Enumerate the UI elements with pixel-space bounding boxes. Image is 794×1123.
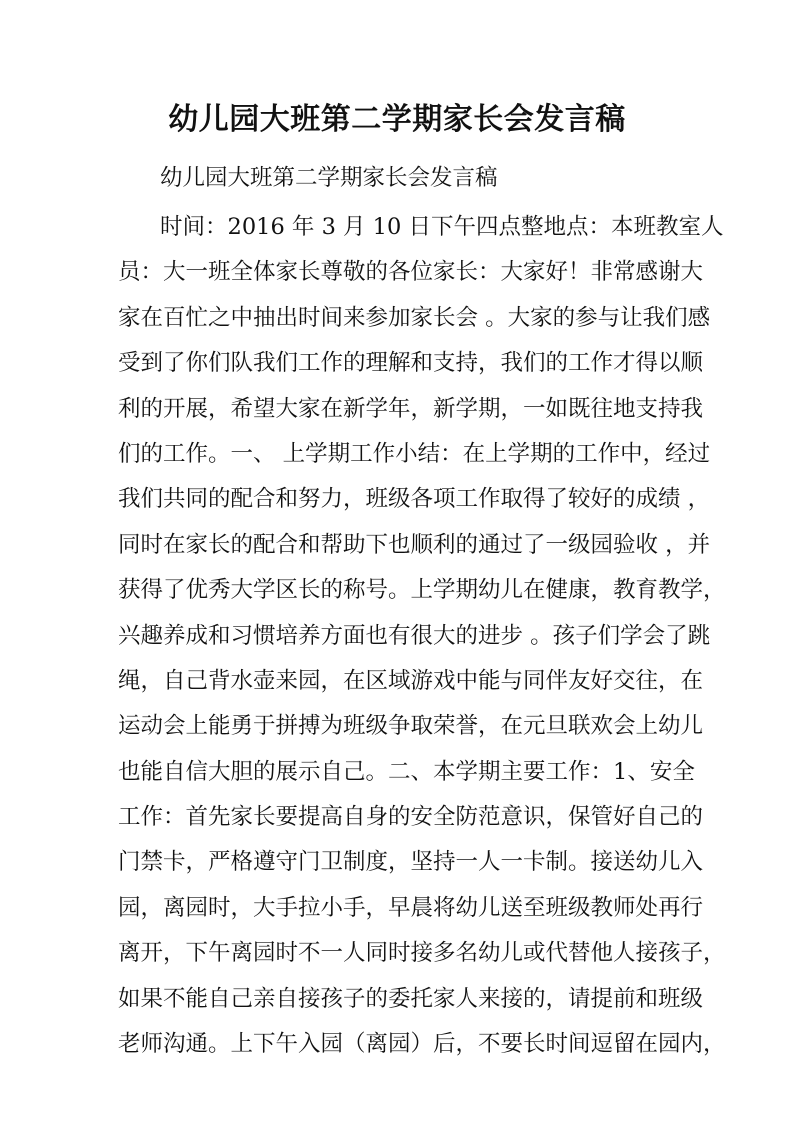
body-line: 员：大一班全体家长尊敬的各位家长：大家好！非常感谢大: [118, 259, 704, 286]
body-line: 受到了你们队我们工作的理解和支持，我们的工作才得以顺: [118, 350, 704, 377]
document-body: [118, 208, 726, 1070]
body-line: 老师沟通。上下午入园（离园）后，不要长时间逗留在园内，: [118, 1031, 726, 1058]
body-line: 利的开展，希望大家在新学年，新学期，一如既往地支持我: [118, 395, 704, 422]
body-line: 我们共同的配合和努力，班级各项工作取得了较好的成绩 ，: [118, 486, 711, 513]
body-line: 获得了优秀大学区长的称号。上学期幼儿在健康，教育教学，: [118, 577, 726, 604]
body-line: 绳，自己背水壶来园，在区域游戏中能与同伴友好交往，在: [118, 667, 704, 694]
body-line: 如果不能自己亲自接孩子的委托家人来接的，请提前和班级: [118, 985, 704, 1012]
body-line: 离开，下午离园时不一人同时接多名幼儿或代替他人接孩子，: [118, 940, 726, 967]
body-line: 家在百忙之中抽出时间来参加家长会 。大家的参与让我们感: [118, 304, 711, 331]
body-line: 时间：2016 年 3 月 10 日下午四点整地点：本班教室人: [160, 214, 724, 240]
body-line: 也能自信大胆的展示自己。二、本学期主要工作：1、安全: [118, 758, 695, 785]
document-subtitle: 幼儿园大班第二学期家长会发言稿: [160, 165, 498, 191]
body-line: 们的工作。一、 上学期工作小结：在上学期的工作中，经过: [118, 440, 711, 467]
document-title: 幼儿园大班第二学期家长会发言稿: [168, 102, 626, 137]
body-line: 兴趣养成和习惯培养方面也有很大的进步 。孩子们学会了跳: [118, 622, 711, 649]
body-line: 工作：首先家长要提高自身的安全防范意识，保管好自己的: [118, 804, 704, 831]
body-line: 园，离园时，大手拉小手，早晨将幼儿送至班级教师处再行: [118, 894, 704, 921]
body-line: 运动会上能勇于拼搏为班级争取荣誉，在元旦联欢会上幼儿: [118, 713, 704, 740]
body-line: 同时在家长的配合和帮助下也顺利的通过了一级园验收 ，并: [118, 531, 711, 558]
body-line: 门禁卡，严格遵守门卫制度，坚持一人一卡制。接送幼儿入: [118, 849, 704, 876]
